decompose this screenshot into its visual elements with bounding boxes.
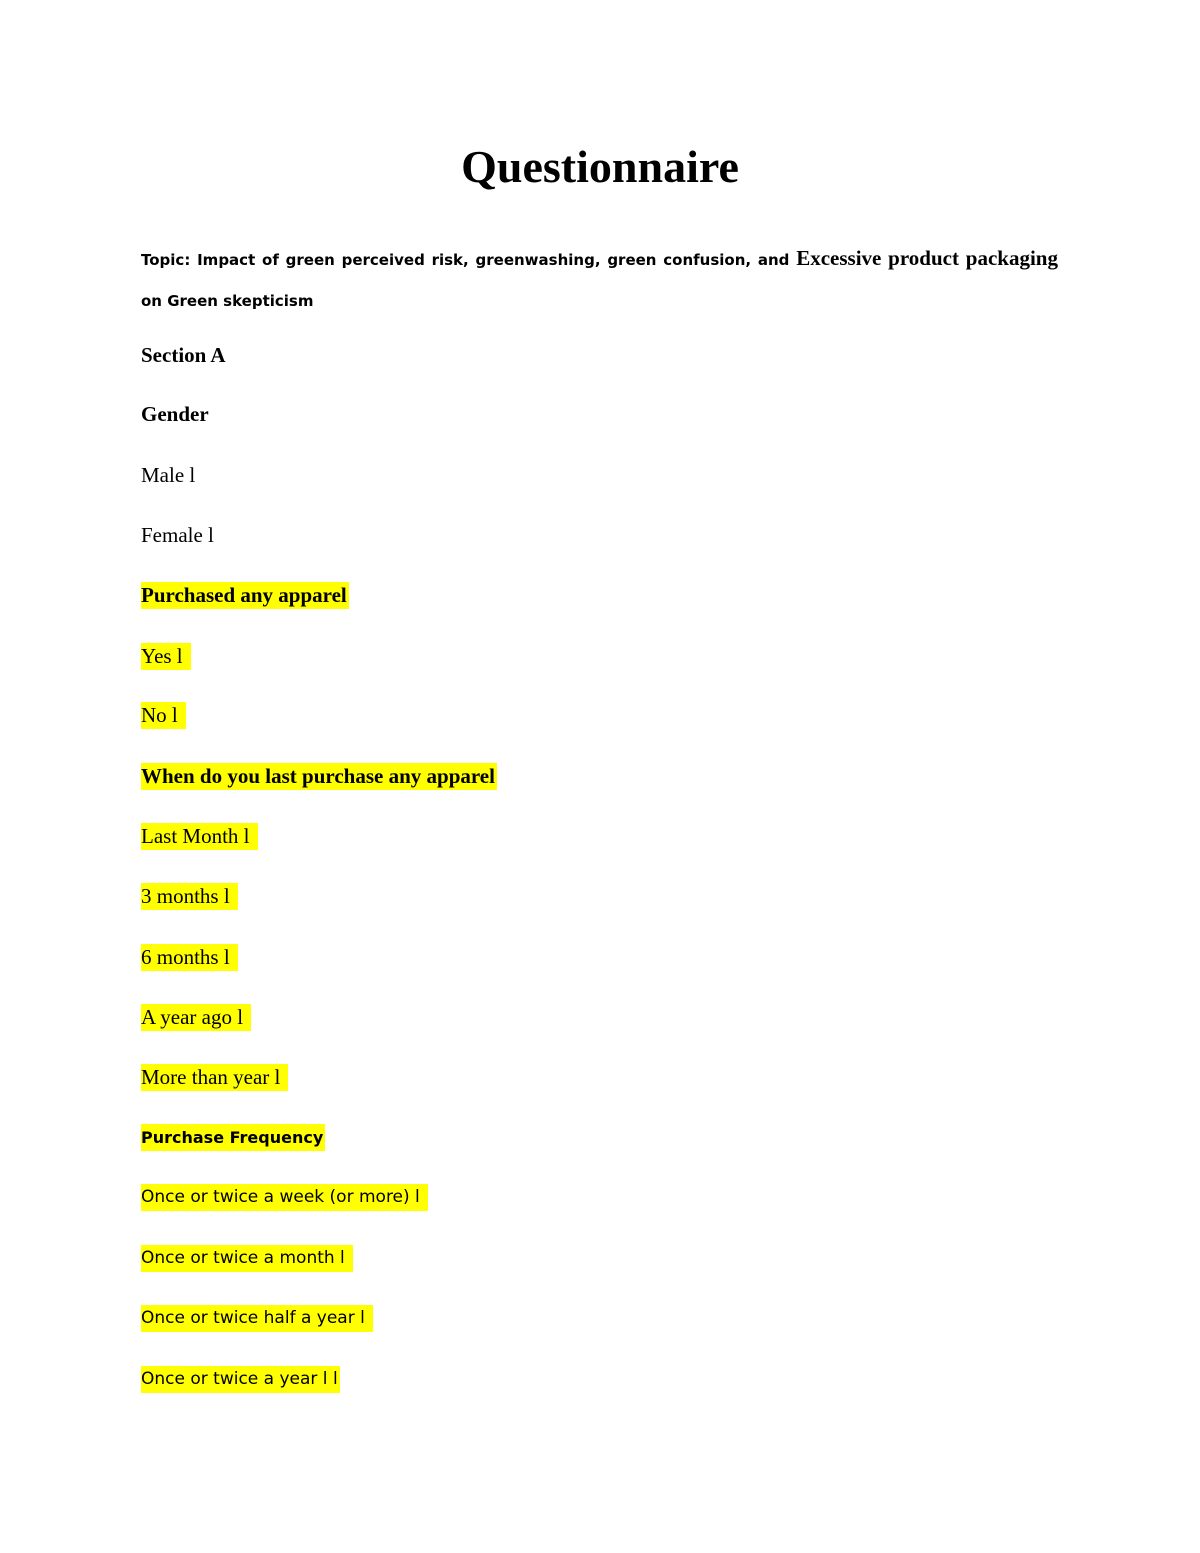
frequency-option-half-year[interactable] xyxy=(141,1305,373,1332)
purchased-heading-text: Purchased any apparel xyxy=(141,583,347,607)
purchased-option-yes[interactable] xyxy=(141,643,191,670)
last-purchase-heading xyxy=(141,763,497,790)
page-title: Questionnaire xyxy=(461,141,739,192)
last-purchase-option-3-months-text: 3 months l xyxy=(141,883,238,910)
frequency-option-yearly[interactable] xyxy=(141,1366,340,1393)
section-heading: Section A xyxy=(141,343,226,367)
topic-paragraph xyxy=(141,238,1058,322)
frequency-option-half-year-text: Once or twice half a year l xyxy=(141,1305,373,1332)
topic-text-part2: Excessive product packaging xyxy=(796,246,1058,270)
last-purchase-option-year-ago[interactable] xyxy=(141,1004,251,1031)
frequency-option-weekly[interactable] xyxy=(141,1184,428,1211)
purchased-option-no-text: No l xyxy=(141,702,186,729)
frequency-option-weekly-text: Once or twice a week (or more) l xyxy=(141,1184,428,1211)
purchased-option-no[interactable] xyxy=(141,702,186,729)
gender-option-male[interactable]: Male l xyxy=(141,463,196,487)
frequency-option-yearly-text: Once or twice a year l l xyxy=(141,1366,340,1393)
last-purchase-heading-text: When do you last purchase any apparel xyxy=(141,764,495,788)
frequency-heading xyxy=(141,1124,325,1151)
gender-heading: Gender xyxy=(141,402,209,426)
frequency-option-monthly[interactable] xyxy=(141,1245,353,1272)
last-purchase-option-more-than-year[interactable] xyxy=(141,1064,288,1091)
last-purchase-option-year-ago-text: A year ago l xyxy=(141,1004,251,1031)
purchased-heading xyxy=(141,582,349,609)
frequency-heading-text: Purchase Frequency xyxy=(141,1124,325,1151)
purchased-option-yes-text: Yes l xyxy=(141,643,191,670)
last-purchase-option-more-than-year-text: More than year l xyxy=(141,1064,288,1091)
gender-option-female[interactable]: Female l xyxy=(141,523,214,547)
last-purchase-option-last-month[interactable] xyxy=(141,823,258,850)
topic-text-part1: Topic: Impact of green perceived risk, greenwashing, green confusion, and xyxy=(141,251,797,269)
last-purchase-option-6-months[interactable] xyxy=(141,944,238,971)
frequency-option-monthly-text: Once or twice a month l xyxy=(141,1245,353,1272)
last-purchase-option-6-months-text: 6 months l xyxy=(141,944,238,971)
last-purchase-option-last-month-text: Last Month l xyxy=(141,823,258,850)
last-purchase-option-3-months[interactable] xyxy=(141,883,238,910)
topic-text-part3: on Green skepticism xyxy=(141,292,314,310)
